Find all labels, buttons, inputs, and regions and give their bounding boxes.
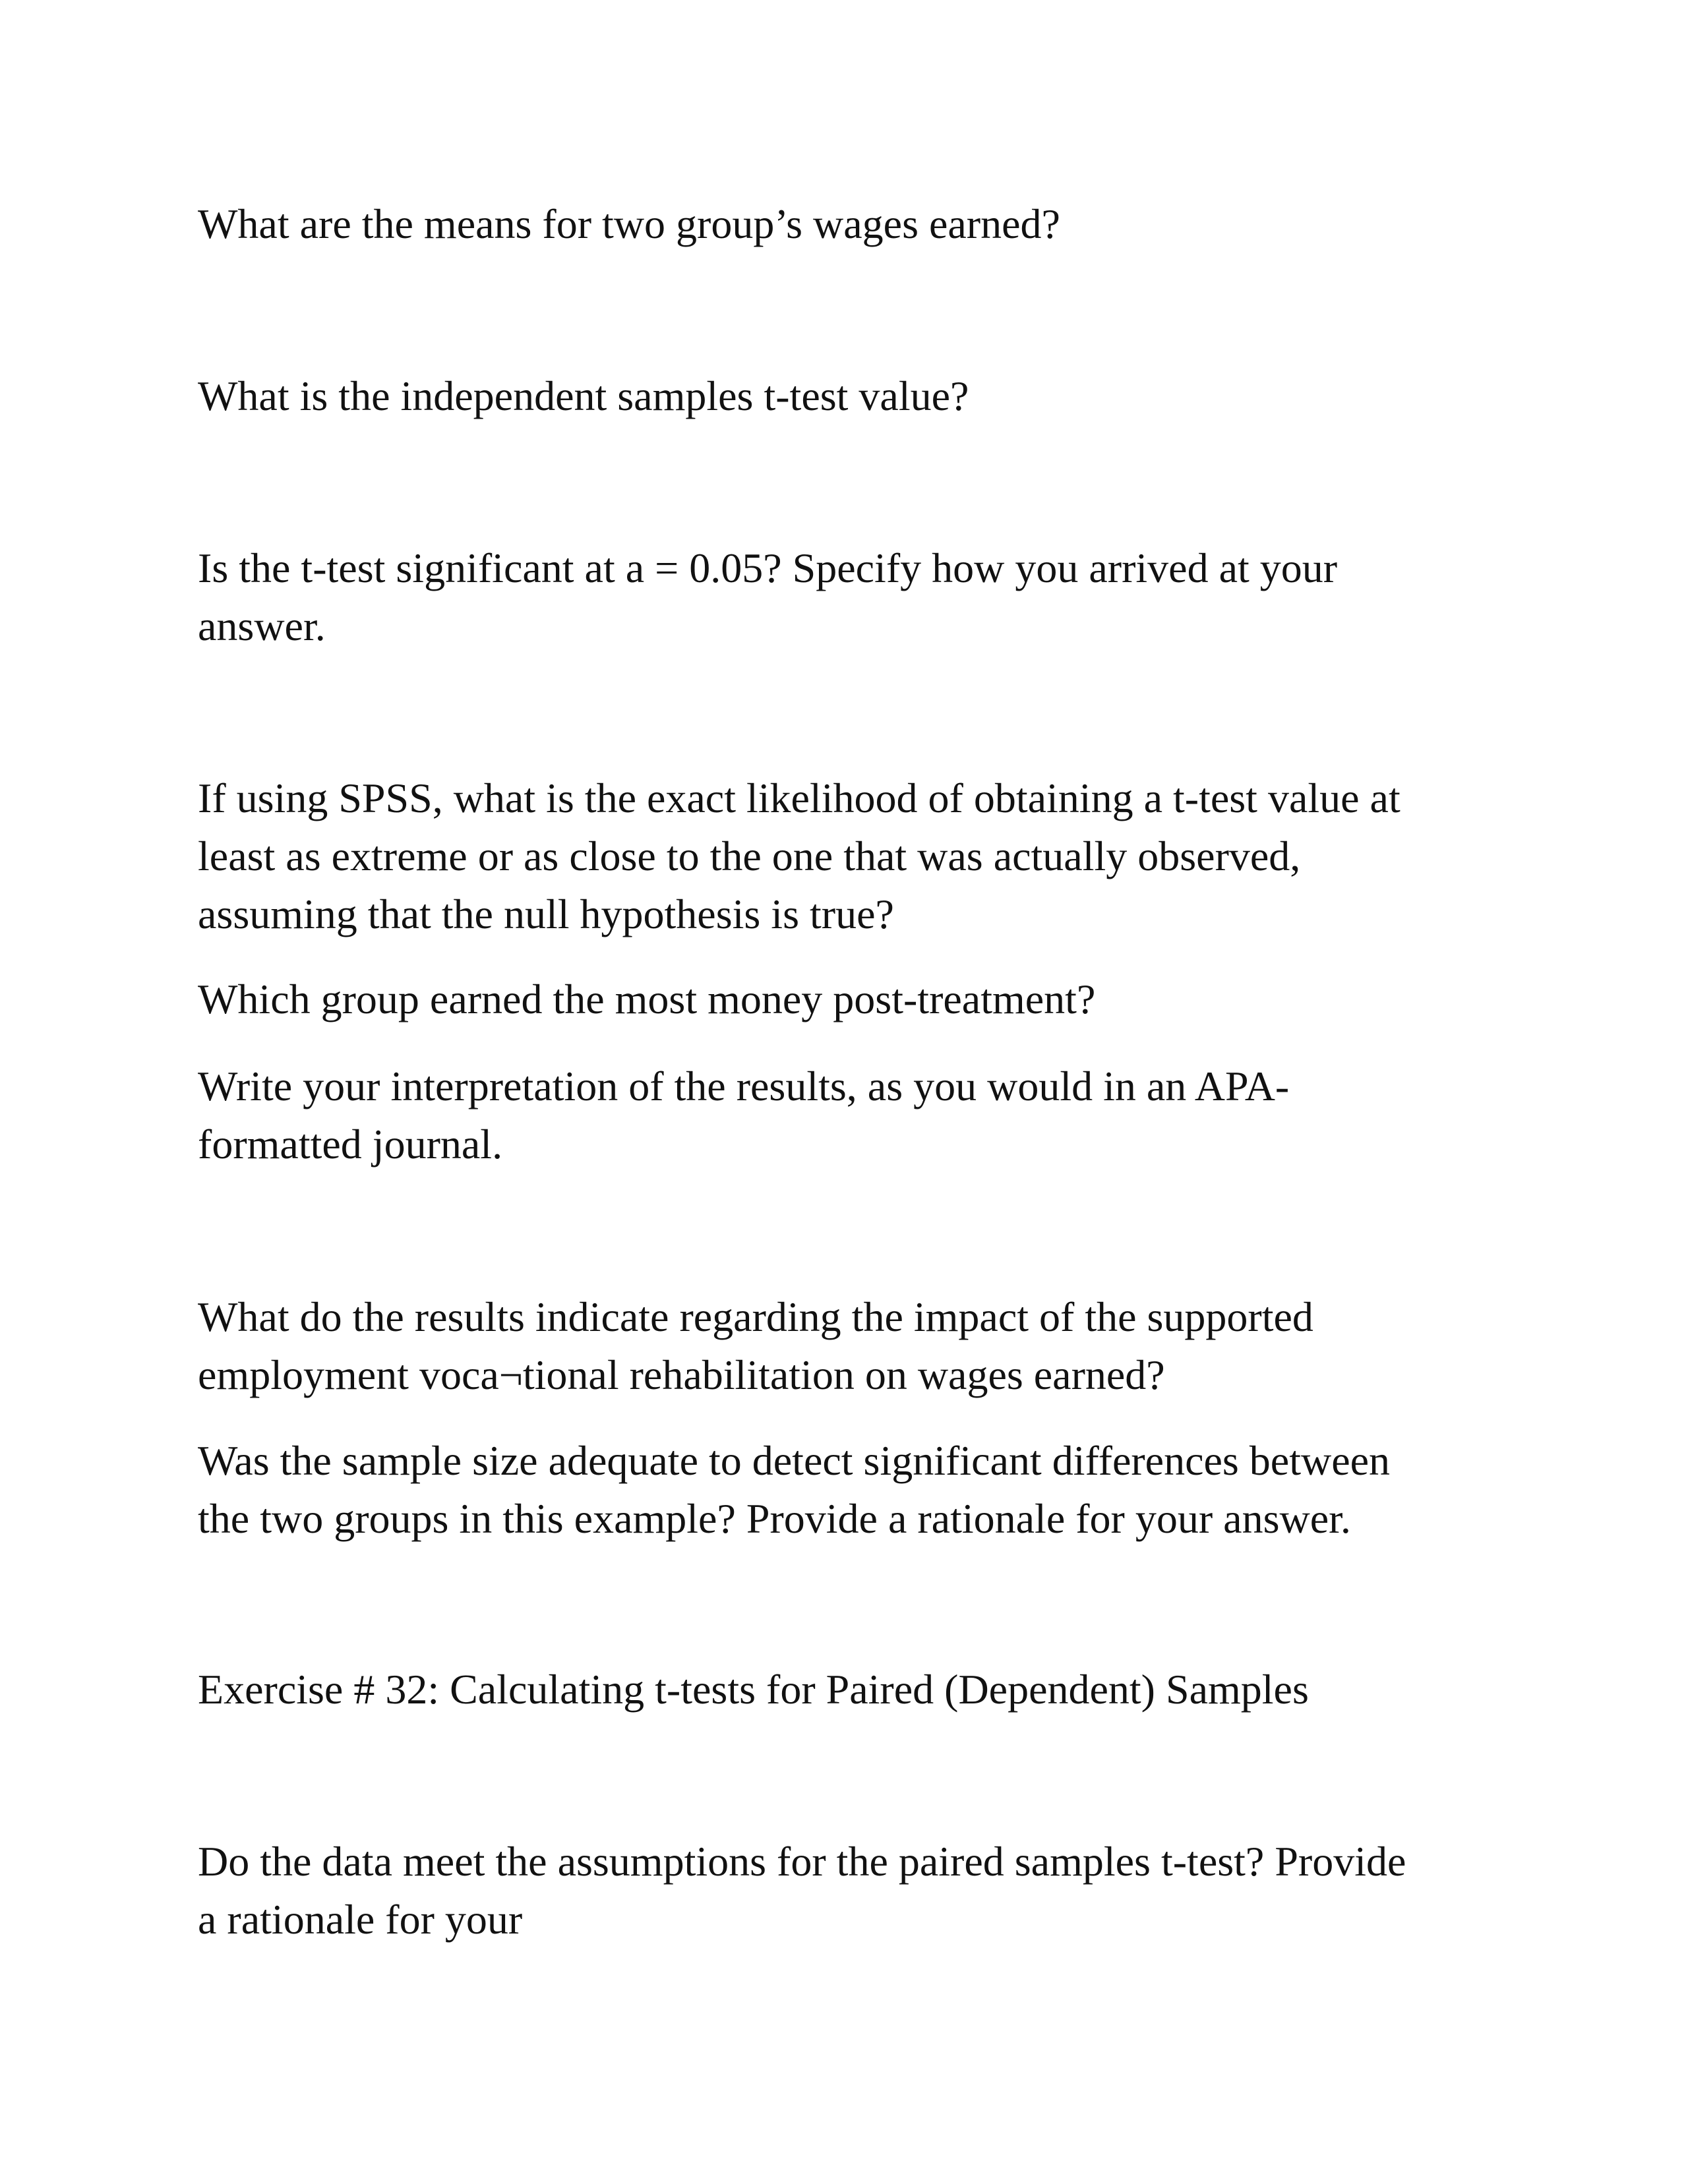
text-line: answer. [198,603,326,649]
text-line: formatted journal. [198,1121,503,1167]
question-paired-assumptions [198,1833,1490,1949]
question-impact-rehabilitation [198,1288,1490,1404]
text-line: least as extreme or as close to the one that was actually observed, [198,833,1301,879]
text-line: Write your interpretation of the results, as you would in an APA- [198,1063,1290,1109]
text-line: Was the sample size adequate to detect significant differences between [198,1437,1390,1484]
text-line: a rationale for your [198,1896,523,1943]
question-group-most-money [198,970,1490,1028]
text-line: Do the data meet the assumptions for the paired samples t-test? Provide [198,1838,1406,1885]
exercise-heading [198,1661,1490,1719]
text-line: If using SPSS, what is the exact likelihood of obtaining a t-test value at [198,775,1401,821]
text-line: Exercise # 32: Calculating t-tests for Paired (Dependent) Samples [198,1666,1309,1713]
question-sample-size [198,1432,1490,1548]
text-line: employment voca¬tional rehabilitation on wages earned? [198,1351,1165,1398]
text-line: Is the t-test significant at a = 0.05? Specify how you arrived at your [198,545,1338,591]
text-line: the two groups in this example? Provide a rationale for your answer. [198,1495,1351,1542]
text-line: What are the means for two group’s wages earned? [198,200,1060,247]
text-line: Which group earned the most money post-treatment? [198,976,1096,1022]
text-line: assuming that the null hypothesis is true? [198,891,894,937]
text-line: What is the independent samples t-test value? [198,372,969,419]
text-line: What do the results indicate regarding the impact of the supported [198,1293,1313,1340]
question-apa-interpretation [198,1057,1490,1173]
question-t-test-value [198,367,1490,425]
question-means-wages [198,195,1490,253]
question-exact-likelihood [198,769,1490,943]
question-significance [198,539,1490,655]
